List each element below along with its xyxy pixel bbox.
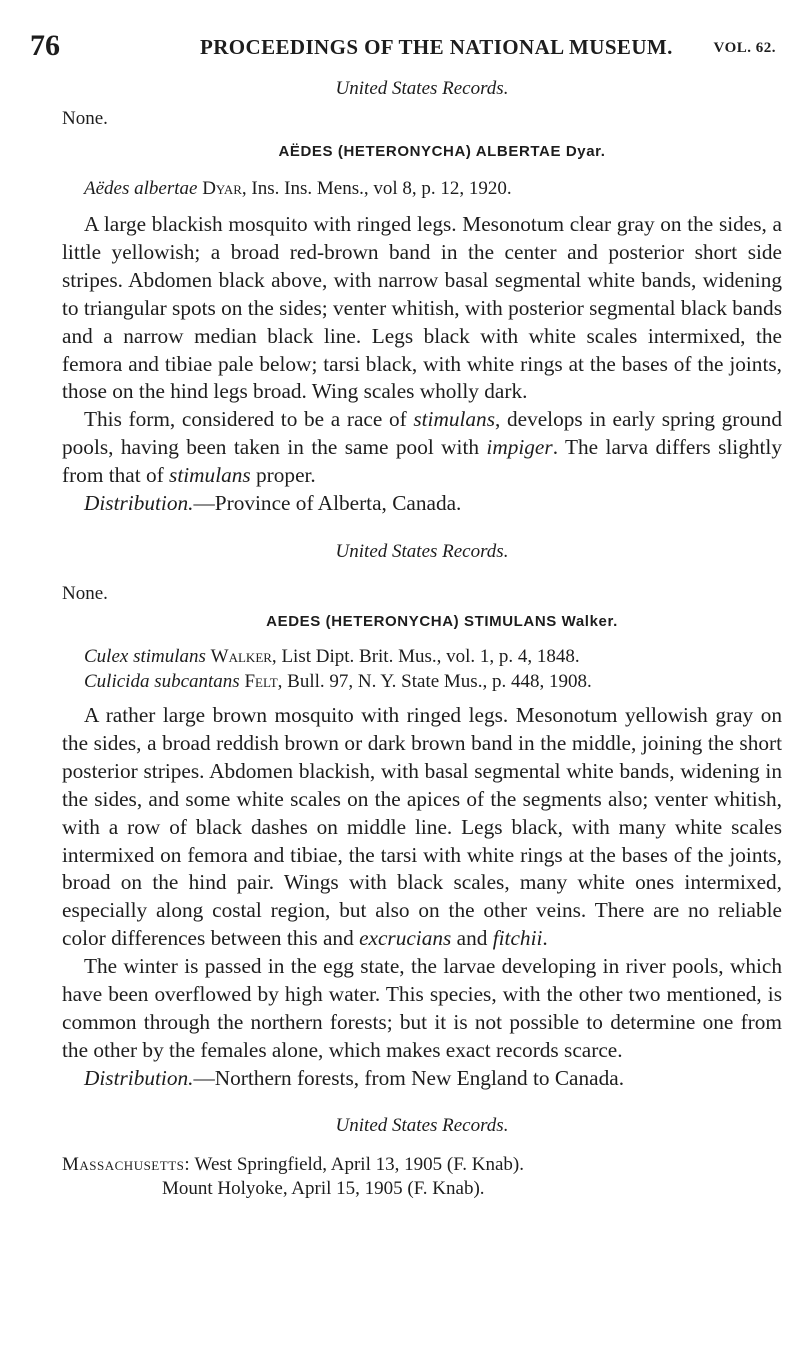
- species-heading: AEDES (HETERONYCHA) STIMULANS Walker.: [266, 612, 618, 630]
- taxon-name: stimulans: [413, 407, 495, 432]
- page-number: 76: [30, 29, 60, 62]
- citation-author: Felt,: [244, 670, 283, 692]
- citation: [62, 176, 782, 201]
- records-none: None.: [62, 582, 108, 604]
- citation-reference: List Dipt. Brit. Mus., vol. 1, p. 4, 1848.: [276, 645, 580, 667]
- section-title: United States Records.: [335, 78, 509, 99]
- species-description: A large blackish mosquito with ringed legs. Mesonotum clear gray on the sides, a little yellowish; a broad red-brown band in the center and posterior short side stripes. Abdomen black above, with narrow basal segmental white bands, widening to triangular spots on the sides; venter whitish, with posterior segmental black bands and a narrow median black line. Legs black with white scales intermixed, the femora and tibiae pale below; tarsi black, with white rings at the bases of the joints, those on the hind legs broad. Wing scales wholly dark.: [62, 212, 782, 404]
- species-note: The winter is passed in the egg state, the larvae developing in river pools, which have been overflowed by high water. This species, with the other two mentioned, is common through the northern forests; but it is not possible to determine one from the other by the females alone, which makes exact records scarce.: [62, 954, 782, 1062]
- distribution: [62, 490, 782, 518]
- taxon-name: excrucians: [359, 926, 452, 951]
- species-description: A rather large brown mosquito with ringed legs. Mesonotum yellowish gray on the sides, a broad reddish brown or dark brown band in the middle, joining the short posterior stripes. Abdomen blackish, with basal segmental white bands, widening in the sides, and some white scales on the apices of the segments also; venter whitish, with a row of black dashes on middle line. Legs black, with many white scales intermixed on femora and tibiae, the tarsi with white rings at the bases of the joints, broad on the hind pair. Wings with black scales, many white ones intermixed, especially along costal region, but also on the other veins. There are no reliable color differences between this and excrucians and fitchii.: [62, 702, 782, 951]
- species-note: This form, considered to be a race of stimulans, develops in early spring ground pools, having been taken in the same pool with impiger. The larva differs slightly from that of stimulans proper.: [62, 407, 782, 488]
- distribution-label: Distribution.: [84, 1065, 194, 1090]
- records-list: [62, 1153, 782, 1201]
- citation-name: Culicida subcantans: [84, 670, 240, 692]
- running-head: PROCEEDINGS OF THE NATIONAL MUSEUM.: [200, 35, 673, 59]
- citation-name: Culex stimulans: [84, 645, 206, 667]
- citation-author: Dyar,: [202, 178, 247, 199]
- record-line: Mount Holyoke, April 15, 1905 (F. Knab).: [162, 1177, 485, 1199]
- volume-label: VOL. 62.: [713, 40, 776, 56]
- records-none: None.: [62, 108, 108, 129]
- citation-reference: Ins. Ins. Mens., vol 8, p. 12, 1920.: [246, 178, 512, 199]
- distribution-text: —Northern forests, from New England to Canada.: [193, 1065, 625, 1090]
- citation-reference: Bull. 97, N. Y. State Mus., p. 448, 1908.: [282, 670, 592, 692]
- citation: [62, 669, 782, 694]
- distribution-label: Distribution.: [84, 491, 194, 516]
- page-header: [30, 31, 800, 63]
- taxon-name: fitchii: [492, 926, 543, 951]
- taxon-name: impiger: [486, 435, 553, 460]
- page-body: [62, 78, 782, 1201]
- section-title: United States Records.: [335, 1114, 509, 1136]
- distribution: [62, 1065, 782, 1093]
- record-locality: West Springfield, April 13, 1905 (F. Knab).: [190, 1153, 524, 1175]
- section-title: United States Records.: [335, 540, 509, 562]
- taxon-name: stimulans: [169, 463, 251, 488]
- record-state: Massachusetts:: [62, 1153, 191, 1175]
- species-heading: AËDES (HETERONYCHA) ALBERTAE Dyar.: [278, 143, 606, 160]
- citation: [62, 644, 782, 669]
- citation-name: Aëdes albertae: [84, 178, 198, 199]
- distribution-text: —Province of Alberta, Canada.: [193, 491, 462, 516]
- record-line: [62, 1153, 782, 1177]
- citation-author: Walker,: [210, 645, 277, 667]
